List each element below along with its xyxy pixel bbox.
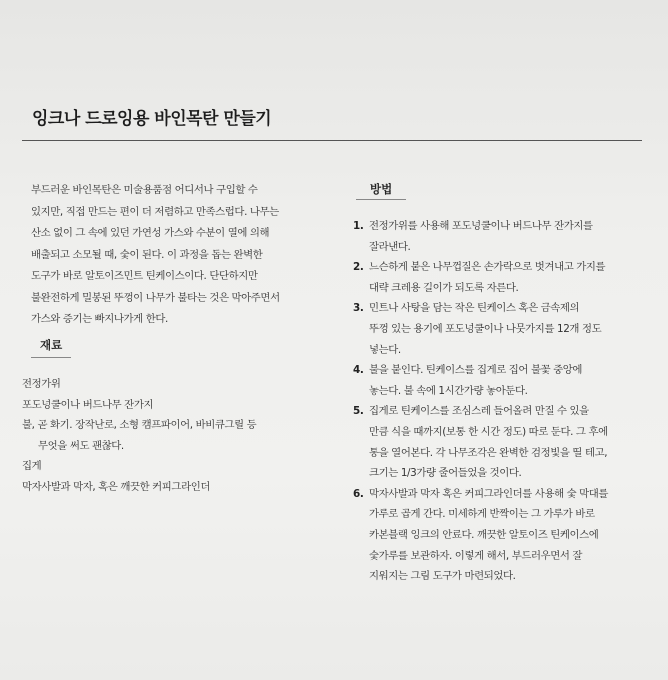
title-divider bbox=[22, 140, 642, 141]
material-item: 전정가위 bbox=[22, 378, 61, 390]
step-number: 1. bbox=[353, 220, 364, 232]
step-line: 카본블랙 잉크의 안료다. 깨끗한 알토이즈 틴케이스에 bbox=[369, 528, 599, 541]
step-line: 민트나 사탕을 담는 작은 틴케이스 혹은 금속제의 bbox=[369, 302, 580, 315]
material-item: 막자사발과 막자, 혹은 깨끗한 커피그라인더 bbox=[22, 480, 210, 493]
step-line: 불을 붙인다. 틴케이스를 집게로 집어 불꽃 중앙에 bbox=[369, 364, 583, 377]
material-item: 무엇을 써도 괜찮다. bbox=[38, 439, 124, 452]
method-steps bbox=[350, 216, 642, 587]
intro-line: 있지만, 직접 만드는 편이 더 저렴하고 만족스럽다. 나무는 bbox=[31, 205, 279, 218]
step-line: 전정가위를 사용해 포도넝쿨이나 버드나무 잔가지를 bbox=[369, 220, 593, 232]
materials-heading-underline bbox=[31, 357, 71, 358]
intro-line: 도구가 바로 알토이즈민트 틴케이스이다. 단단하지만 bbox=[31, 270, 258, 282]
intro-line: 불완전하게 밀봉된 뚜껑이 나무가 불타는 것은 막아주면서 bbox=[31, 291, 280, 304]
step-line: 만큼 식을 때까지(보통 한 시간 정도) 따로 둔다. 그 후에 bbox=[369, 425, 608, 438]
page-title: 잉크나 드로잉용 바인목탄 만들기 bbox=[32, 109, 272, 129]
step-line: 집게로 틴케이스를 조심스레 들어올려 만질 수 있을 bbox=[369, 405, 589, 418]
step-number: 3. bbox=[353, 302, 364, 315]
material-item: 포도넝쿨이나 버드나무 잔가지 bbox=[22, 398, 154, 411]
materials-list bbox=[22, 374, 322, 498]
step-number: 2. bbox=[353, 261, 364, 274]
intro-line: 배출되고 소모될 때, 숯이 된다. 이 과정을 돕는 완벽한 bbox=[31, 248, 263, 261]
step-line: 크기는 1/3가량 줄어들었을 것이다. bbox=[369, 467, 522, 480]
step-line: 놓는다. 불 속에 1시간가량 놓아둔다. bbox=[369, 384, 528, 397]
material-item: 불, 곧 화기. 장작난로, 소형 캠프파이어, 바비큐그릴 등 bbox=[22, 419, 257, 432]
step-line: 잘라낸다. bbox=[369, 240, 411, 253]
intro-paragraph bbox=[31, 180, 323, 331]
method-heading: 방법 bbox=[370, 182, 393, 196]
step-line: 가루로 곱게 간다. 미세하게 반짝이는 그 가루가 바로 bbox=[369, 508, 595, 521]
step-line: 숯가루를 보관하자. 이렇게 해서, 부드러우면서 잘 bbox=[369, 549, 583, 562]
method-step bbox=[350, 401, 642, 483]
intro-line: 가스와 증기는 빠지나가게 한다. bbox=[31, 313, 168, 325]
step-line: 대략 크레용 길이가 되도록 자른다. bbox=[369, 281, 519, 294]
intro-line: 부드러운 바인목탄은 미술용품점 어디서나 구입할 수 bbox=[31, 184, 258, 196]
method-step bbox=[350, 484, 642, 587]
step-number: 5. bbox=[353, 405, 364, 418]
material-item: 집게 bbox=[22, 460, 42, 473]
step-number: 6. bbox=[353, 487, 364, 500]
method-step bbox=[350, 360, 642, 401]
step-line: 통을 열어본다. 각 나무조각은 완벽한 검정빛을 띨 테고, bbox=[369, 446, 608, 459]
materials-heading: 재료 bbox=[40, 338, 63, 352]
step-number: 4. bbox=[353, 364, 364, 377]
step-line: 막자사발과 막자 혹은 커피그라인더를 사용해 숯 막대를 bbox=[369, 487, 609, 500]
intro-line: 산소 없이 그 속에 있던 가연성 가스와 수분이 열에 의해 bbox=[31, 227, 270, 239]
method-step bbox=[350, 298, 642, 360]
method-heading-underline bbox=[356, 199, 406, 200]
method-step bbox=[350, 216, 642, 257]
step-line: 뚜껑 있는 용기에 포도넝쿨이나 나뭇가지를 12개 정도 bbox=[369, 322, 602, 335]
method-step bbox=[350, 257, 642, 298]
step-line: 느슨하게 붙은 나무껍질은 손가락으로 벗겨내고 가지를 bbox=[369, 261, 606, 274]
step-line: 지워지는 그림 도구가 마련되었다. bbox=[369, 570, 516, 583]
step-line: 넣는다. bbox=[369, 343, 401, 356]
